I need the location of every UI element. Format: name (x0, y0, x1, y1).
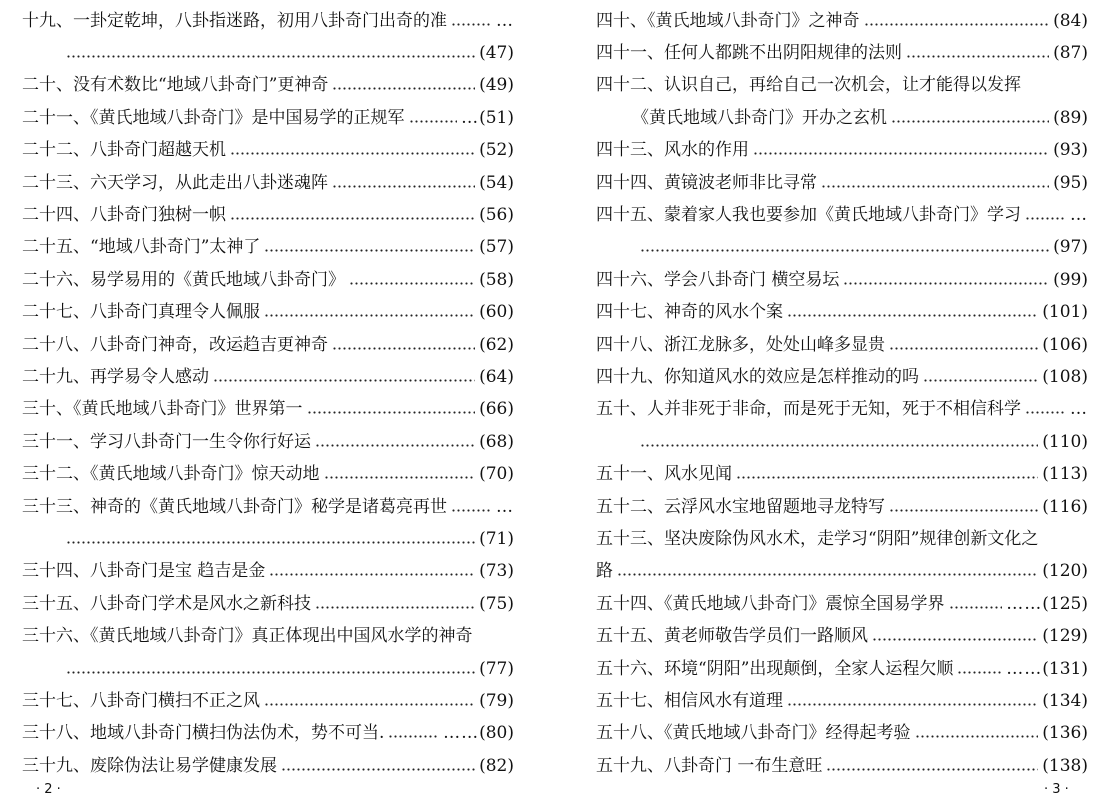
toc-entry-ellipsis: … (1070, 205, 1088, 226)
toc-entry-title: 《黄氏地域八卦奇门》开办之玄机 (632, 107, 887, 128)
toc-entry (596, 458, 1088, 490)
toc-entry-title: 三十二、《黄氏地域八卦奇门》惊天动地 (22, 464, 320, 485)
left-page (22, 0, 514, 797)
dot-leader (66, 671, 475, 674)
toc-entry (596, 297, 1088, 329)
toc-entry (596, 264, 1088, 296)
toc-entry-title: 二十八、八卦奇门神奇，改运趋吉更神奇 (22, 334, 328, 355)
toc-entry-title: 二十六、易学易用的《黄氏地域八卦奇门》 (22, 269, 345, 290)
toc-entry (22, 5, 514, 37)
toc-entry (596, 426, 1088, 458)
toc-entry-page: (79) (479, 690, 514, 711)
toc-entry-page: (62) (479, 334, 514, 355)
toc-entry (22, 685, 514, 717)
dot-leader (66, 55, 475, 58)
toc-entry-page: (77) (479, 658, 514, 679)
toc-entry (22, 588, 514, 620)
toc-entry-title: 十九、一卦定乾坤，八卦指迷路，初用八卦奇门出奇的准 (22, 10, 447, 31)
dot-leader (213, 379, 475, 382)
toc-entry-ellipsis: … (461, 107, 480, 128)
toc-entry (22, 70, 514, 102)
dot-leader (230, 217, 475, 220)
toc-entry-page: (108) (1042, 366, 1088, 387)
dot-leader (1025, 217, 1066, 220)
toc-entry (596, 199, 1088, 231)
toc-entry-page: (129) (1042, 626, 1088, 647)
toc-entry (596, 523, 1088, 555)
toc-entry-page: (49) (479, 75, 514, 96)
toc-entry-title: 五十、人并非死于非命，而是死于无知，死于不相信科学 (596, 399, 1021, 420)
toc-entry (22, 523, 514, 555)
toc-entry-page: (84) (1053, 10, 1088, 31)
toc-entry-title: 四十一、任何人都跳不出阴阳规律的法则 (596, 43, 902, 64)
toc-entry (596, 232, 1088, 264)
dot-leader (906, 55, 1049, 58)
dot-leader (872, 638, 1038, 641)
right-page (596, 0, 1088, 797)
toc-entry (22, 458, 514, 490)
toc-entry-page: (60) (479, 302, 514, 323)
toc-entry-page: (95) (1053, 172, 1088, 193)
toc-entry-page: (116) (1042, 496, 1088, 517)
toc-entry (22, 135, 514, 167)
toc-entry-title: 四十七、神奇的风水个案 (596, 302, 783, 323)
dot-leader (736, 476, 1038, 479)
toc-entry-ellipsis: … (1070, 399, 1088, 420)
toc-entry-title: 五十三、坚决废除伪风水术，走学习“阴阳”规律创新文化之 (596, 528, 1039, 549)
dot-leader (281, 768, 475, 771)
toc-entry-title: 四十、《黄氏地域八卦奇门》之神奇 (596, 10, 860, 31)
toc-entry-page: (75) (479, 593, 514, 614)
toc-entry-title: 三十七、八卦奇门横扫不正之风 (22, 690, 260, 711)
toc-entry-page: (52) (479, 140, 514, 161)
toc-entry-title: 五十五、黄老师敬告学员们一路顺风 (596, 626, 868, 647)
toc-entry-page: (99) (1053, 269, 1088, 290)
toc-entry-ellipsis: … (496, 10, 514, 31)
toc-entry (22, 426, 514, 458)
toc-entry (22, 718, 514, 750)
toc-entry (596, 102, 1088, 134)
toc-entry-page: (57) (479, 237, 514, 258)
toc-entry (596, 491, 1088, 523)
dot-leader (957, 671, 1002, 674)
dot-leader (332, 347, 475, 350)
toc-entry-title: 四十六、学会八卦奇门 横空易坛 (596, 269, 840, 290)
toc-entry-page: (106) (1042, 334, 1088, 355)
toc-entry-page: (134) (1042, 690, 1088, 711)
toc-entry (596, 5, 1088, 37)
toc-entry-title: 三十一、学习八卦奇门一生令你行好运 (22, 431, 311, 452)
toc-entry-title: 五十一、风水见闻 (596, 464, 732, 485)
page-number-right: · 3 · (1044, 782, 1069, 797)
toc-entry-title: 三十八、地域八卦奇门横扫伪法伪术，势不可当. (22, 723, 385, 744)
dot-leader (889, 347, 1038, 350)
toc-entry-title: 三十五、八卦奇门学术是风水之新科技 (22, 593, 311, 614)
toc-entry-page: (82) (479, 755, 514, 776)
toc-entry (596, 361, 1088, 393)
dot-leader (949, 606, 1003, 609)
toc-entry-ellipsis: … (496, 496, 514, 517)
toc-entry-title: 二十七、八卦奇门真理令人佩服 (22, 302, 260, 323)
toc-entry-page: (56) (479, 205, 514, 226)
dot-leader (787, 703, 1038, 706)
toc-entry-page: (70) (479, 464, 514, 485)
dot-leader (821, 185, 1049, 188)
toc-entry (596, 620, 1088, 652)
toc-entry (22, 394, 514, 426)
toc-entry-title: 二十三、六天学习，从此走出八卦迷魂阵 (22, 172, 328, 193)
toc-entry (22, 297, 514, 329)
toc-entry-page: (73) (479, 561, 514, 582)
dot-leader (332, 87, 475, 90)
toc-entry-title: 五十八、《黄氏地域八卦奇门》经得起考验 (596, 723, 911, 744)
toc-entry-page: (64) (479, 366, 514, 387)
toc-entry (22, 750, 514, 782)
toc-entry (596, 588, 1088, 620)
toc-entry (22, 361, 514, 393)
toc-entry (22, 556, 514, 588)
toc-entry (596, 750, 1088, 782)
toc-entry-title: 三十三、神奇的《黄氏地域八卦奇门》秘学是诸葛亮再世 (22, 496, 447, 517)
toc-entry-title: 四十八、浙江龙脉多，处处山峰多显贵 (596, 334, 885, 355)
page-number-left: · 2 · (36, 782, 61, 797)
toc-entry (596, 37, 1088, 69)
toc-entry (596, 685, 1088, 717)
toc-entry (22, 264, 514, 296)
toc-entry (22, 199, 514, 231)
toc-entry-page: (80) (479, 723, 514, 744)
toc-entry-page: (66) (479, 399, 514, 420)
toc-entry-page: (97) (1053, 237, 1088, 258)
toc-entry-page: (89) (1053, 107, 1088, 128)
toc-entry-page: (101) (1042, 302, 1088, 323)
dot-leader (826, 768, 1038, 771)
toc-entry-page: (93) (1053, 140, 1088, 161)
toc-entry-title: 五十九、八卦奇门 一布生意旺 (596, 755, 823, 776)
dot-leader (891, 120, 1049, 123)
dot-leader (843, 282, 1049, 285)
toc-entry (22, 102, 514, 134)
toc-entry-page: (51) (479, 107, 514, 128)
dot-leader (787, 314, 1038, 317)
toc-list-left (22, 5, 514, 782)
toc-entry-page: (125) (1042, 593, 1088, 614)
toc-entry-title: 三十六、《黄氏地域八卦奇门》真正体现出中国风水学的神奇 (22, 626, 473, 647)
dot-leader (617, 573, 1038, 576)
dot-leader (889, 509, 1038, 512)
toc-entry-page: (131) (1042, 658, 1088, 679)
toc-list-right (596, 5, 1088, 782)
toc-entry-title: 四十三、风水的作用 (596, 140, 749, 161)
toc-entry-ellipsis: …… (443, 723, 480, 744)
toc-entry-page: (54) (479, 172, 514, 193)
toc-entry-title: 二十五、“地域八卦奇门”太神了 (22, 237, 261, 258)
dot-leader (66, 541, 475, 544)
toc-entry (596, 135, 1088, 167)
toc-entry-title: 二十九、再学易令人感动 (22, 366, 209, 387)
toc-entry-title: 四十四、黄镜波老师非比寻常 (596, 172, 817, 193)
toc-entry-title: 五十七、相信风水有道理 (596, 690, 783, 711)
toc-entry-page: (110) (1042, 431, 1088, 452)
dot-leader (315, 606, 475, 609)
toc-entry (596, 70, 1088, 102)
toc-entry (596, 329, 1088, 361)
toc-entry-title: 五十二、云浮风水宝地留题地寻龙特写 (596, 496, 885, 517)
toc-entry-page: (136) (1042, 723, 1088, 744)
dot-leader (264, 314, 475, 317)
toc-entry (596, 394, 1088, 426)
toc-entry (596, 167, 1088, 199)
toc-entry-page: (47) (479, 43, 514, 64)
toc-entry-page: (113) (1042, 464, 1088, 485)
toc-entry-ellipsis: …… (1006, 593, 1043, 614)
dot-leader (315, 444, 475, 447)
dot-leader (230, 152, 475, 155)
toc-entry-page: (68) (479, 431, 514, 452)
toc-entry (22, 491, 514, 523)
toc-entry (22, 232, 514, 264)
toc-entry (22, 37, 514, 69)
toc-entry (22, 167, 514, 199)
dot-leader (640, 249, 1049, 252)
toc-entry-ellipsis: …… (1006, 658, 1043, 679)
toc-entry-title: 三十九、废除伪法让易学健康发展 (22, 755, 277, 776)
dot-leader (264, 249, 475, 252)
dot-leader (923, 379, 1038, 382)
toc-entry (596, 718, 1088, 750)
toc-entry-page: (87) (1053, 43, 1088, 64)
toc-entry-title: 四十五、蒙着家人我也要参加《黄氏地域八卦奇门》学习 (596, 205, 1021, 226)
dot-leader (269, 573, 475, 576)
toc-entry (22, 620, 514, 652)
dot-leader (915, 735, 1039, 738)
toc-entry-title: 二十二、八卦奇门超越天机 (22, 140, 226, 161)
toc-entry-title: 二十、没有术数比“地域八卦奇门”更神奇 (22, 75, 329, 96)
toc-entry (596, 653, 1088, 685)
toc-entry-page: (58) (479, 269, 514, 290)
toc-entry-title: 三十、《黄氏地域八卦奇门》世界第一 (22, 399, 303, 420)
dot-leader (324, 476, 476, 479)
toc-entry (22, 329, 514, 361)
dot-leader (349, 282, 475, 285)
toc-entry-page: (71) (479, 528, 514, 549)
dot-leader (409, 120, 458, 123)
toc-entry-title: 路 (596, 561, 613, 582)
toc-entry-page: (120) (1042, 561, 1088, 582)
toc-entry-title: 二十一、《黄氏地域八卦奇门》是中国易学的正规军 (22, 107, 405, 128)
dot-leader (388, 735, 439, 738)
dot-leader (451, 509, 492, 512)
dot-leader (264, 703, 475, 706)
toc-entry-title: 四十二、认识自己，再给自己一次机会，让才能得以发挥 (596, 75, 1021, 96)
dot-leader (753, 152, 1049, 155)
dot-leader (332, 185, 475, 188)
toc-entry-title: 四十九、你知道风水的效应是怎样推动的吗 (596, 366, 919, 387)
dot-leader (1025, 411, 1066, 414)
toc-entry-title: 二十四、八卦奇门独树一帜 (22, 205, 226, 226)
dot-leader (864, 23, 1050, 26)
toc-entry-title: 五十六、环境“阴阳”出现颠倒，全家人运程欠顺 (596, 658, 954, 679)
toc-entry-title: 三十四、八卦奇门是宝 趋吉是金 (22, 561, 266, 582)
toc-entry-title: 五十四、《黄氏地域八卦奇门》震惊全国易学界 (596, 593, 945, 614)
dot-leader (307, 411, 476, 414)
dot-leader (640, 444, 1038, 447)
dot-leader (451, 23, 492, 26)
toc-entry (596, 556, 1088, 588)
toc-entry-page: (138) (1042, 755, 1088, 776)
toc-entry (22, 653, 514, 685)
